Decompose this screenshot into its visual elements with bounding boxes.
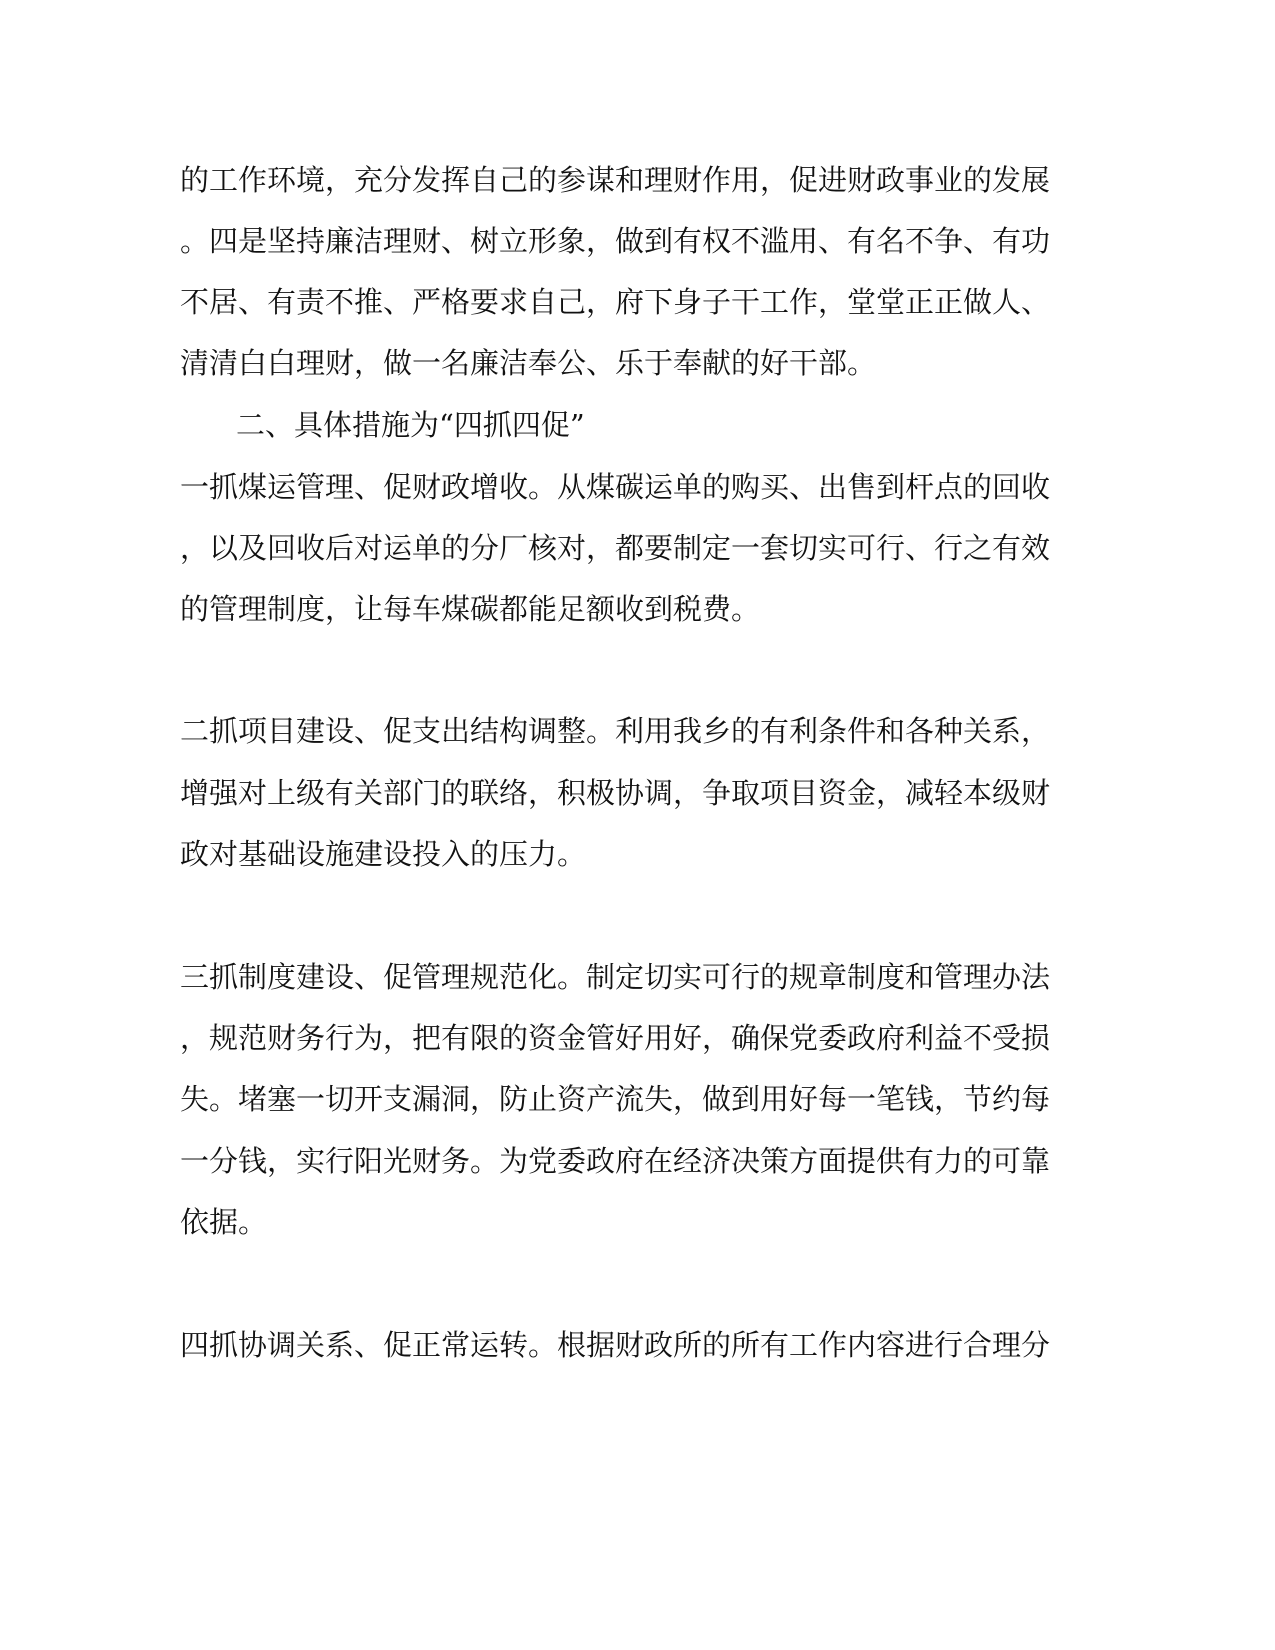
text-line: 失。堵塞一切开支漏洞，防止资产流失，做到用好每一笔钱，节约每 (180, 1082, 1051, 1116)
text-line: 不居、有责不推、严格要求自己，府下身子干工作，堂堂正正做人、 (180, 285, 1051, 319)
text-line: 四抓协调关系、促正常运转。根据财政所的所有工作内容进行合理分 (180, 1328, 1051, 1362)
text-line: 增强对上级有关部门的联络，积极协调，争取项目资金，减轻本级财 (180, 776, 1051, 810)
text-line: ，规范财务行为，把有限的资金管好用好，确保党委政府利益不受损 (180, 1021, 1051, 1055)
text-line: 政对基础设施建设投入的压力。 (180, 837, 587, 871)
text-line: 一抓煤运管理、促财政增收。从煤碳运单的购买、出售到杆点的回收 (180, 470, 1051, 504)
text-line: 的管理制度，让每车煤碳都能足额收到税费。 (180, 592, 761, 626)
text-line: 三抓制度建设、促管理规范化。制定切实可行的规章制度和管理办法 (180, 960, 1051, 994)
text-line: 清清白白理财，做一名廉洁奉公、乐于奉献的好干部。 (180, 346, 877, 380)
section-heading: 二、具体措施为“四抓四促” (236, 408, 585, 442)
text-line: 一分钱，实行阳光财务。为党委政府在经济决策方面提供有力的可靠 (180, 1144, 1051, 1178)
text-line: ，以及回收后对运单的分厂核对，都要制定一套切实可行、行之有效 (180, 531, 1051, 565)
text-line: 的工作环境，充分发挥自己的参谋和理财作用，促进财政事业的发展 (180, 163, 1051, 197)
text-line: 二抓项目建设、促支出结构调整。利用我乡的有利条件和各种关系， (180, 714, 1051, 748)
text-line: 依据。 (180, 1205, 268, 1239)
text-line: 。四是坚持廉洁理财、树立形象，做到有权不滥用、有名不争、有功 (180, 224, 1051, 258)
